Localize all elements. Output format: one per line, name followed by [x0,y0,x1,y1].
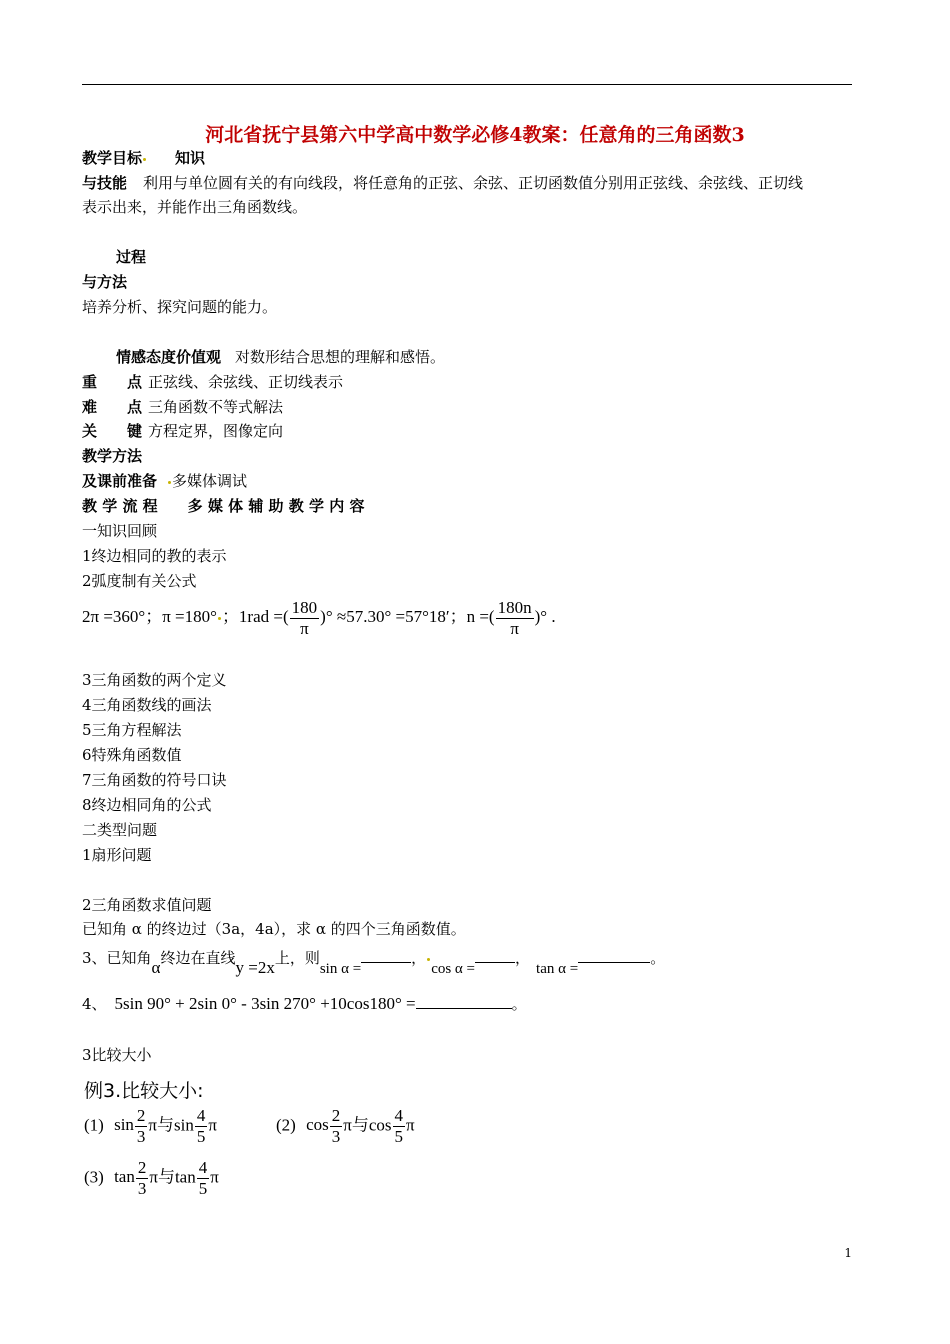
func-name: cos [306,1115,329,1135]
q3-alpha: α [151,958,161,977]
keypoint-row [82,372,343,392]
q3-tan: tan α = [536,961,579,977]
review-item: 7三角函数的符号口诀 [82,771,227,789]
formula-part: 2π =360°；π =180° [82,607,217,626]
review-item: 3三角函数的两个定义 [82,671,227,689]
compare-with: π与 [149,1167,175,1187]
type-item: 1扇形问题 [82,846,152,864]
question-3 [82,944,666,977]
prep-label: 及课前准备 [82,472,158,490]
flow-label: 教 学 流 程 [82,497,158,515]
mark-dot [218,617,221,620]
compare-with: π与 [343,1115,369,1135]
fraction-denominator: 3 [331,1127,341,1146]
fraction-denominator: 3 [137,1179,147,1198]
q3-comma: ， [411,949,427,967]
q3-sin: sin α = [319,961,362,977]
review-item: 4三角函数线的画法 [82,696,212,714]
pi-symbol: π [210,1167,219,1187]
q4-end: 。 [511,995,527,1013]
pi-symbol: π [406,1115,415,1135]
q3-end: 。 [650,949,666,967]
fraction-denominator: π [510,618,519,638]
review-item: 2弧度制有关公式 [82,572,197,590]
method-text: 培养分析、探究问题的能力。 [82,298,278,316]
func-name: tan [114,1167,135,1187]
keypoint-label: 难 点 [82,398,143,416]
fraction-numerator: 2 [137,1158,147,1177]
fraction-numerator: 4 [196,1106,206,1125]
flow-line [82,496,364,516]
q3-mid: 终边在直线 [160,949,236,967]
fraction-numerator: 4 [394,1106,404,1125]
type-item: 2三角函数求值问题 [82,896,212,914]
fraction [136,1158,149,1199]
flow-content: 多 媒 体 辅 助 教 学 内 容 [187,497,365,515]
type-item: 3比较大小 [82,1046,152,1064]
answer-blank [578,962,650,963]
pi-symbol: π [208,1115,217,1135]
skill-text-2: 表示出来，并能作出三角函数线。 [82,198,308,216]
fraction-denominator: 5 [198,1179,208,1198]
item-number: (2) [276,1115,296,1135]
keypoint-text: 正弦线、余弦线、正切线表示 [148,373,344,391]
fraction [393,1106,406,1147]
radian-formula [82,596,556,639]
q3-prefix: 3、已知角 [82,949,152,967]
func-name: sin [174,1115,194,1135]
keypoint-text: 方程定界，图像定向 [148,422,284,440]
skill-line [82,173,803,193]
func-name: cos [368,1115,392,1135]
q3-comma: ， [515,949,531,967]
item-number: (1) [84,1115,104,1135]
answer-blank [361,962,411,963]
mark-dot [427,958,430,961]
keypoint-row [82,421,283,441]
process-label: 过程 [116,248,147,266]
emotion-text: 对数形结合思想的理解和感悟。 [235,348,446,366]
fraction-denominator: 3 [136,1127,146,1146]
keypoint-row [82,397,283,417]
formula-part: ；1rad =( [221,607,289,626]
review-item: 5三角方程解法 [82,721,182,739]
fraction-numerator: 2 [136,1106,146,1125]
fraction-numerator: 4 [198,1158,208,1177]
review-heading: 一知识回顾 [82,522,158,540]
compare-item [84,1106,217,1147]
func-name: tan [174,1167,196,1187]
prep-line [82,471,247,491]
fraction [197,1158,210,1199]
formula-part: )° . [534,607,556,626]
fraction [195,1106,208,1147]
compare-item [276,1106,415,1147]
skill-text: 利用与单位圆有关的有向线段，将任意角的正弦、余弦、正切函数值分别用正弦线、余弦线、正切线 [143,174,804,192]
goals-label: 教学目标 [82,149,143,167]
fraction [290,598,320,639]
q3-cos: cos α = [431,961,476,977]
emotion-line [116,347,445,367]
review-item: 6特殊角函数值 [82,746,182,764]
keypoint-label: 重 点 [82,373,143,391]
fraction-numerator: 2 [331,1106,341,1125]
answer-blank [416,1008,512,1009]
review-item: 8终边相同角的公式 [82,796,212,814]
fraction [135,1106,148,1147]
item-number: (3) [84,1167,104,1187]
types-heading: 二类型问题 [82,821,158,839]
teaching-method-label: 教学方法 [82,447,143,465]
method-label: 与方法 [82,273,128,291]
formula-part: )° ≈57.30° =57°18′；n =( [320,607,495,626]
q3-line: y =2x [235,958,275,977]
example-title: 例3.比较大小: [84,1080,204,1102]
goals-label-line [82,148,205,168]
keypoint-text: 三角函数不等式解法 [148,398,284,416]
review-item: 1终边相同的教的表示 [82,547,227,565]
skill-label: 与技能 [82,174,128,192]
question-4 [82,992,527,1016]
fraction-denominator: 5 [394,1127,404,1146]
fraction-numerator: 180n [497,597,532,617]
fraction-denominator: π [300,618,309,638]
q3-after: 上，则 [274,949,320,967]
fraction-numerator: 180 [291,597,318,617]
mark-dot [143,158,146,161]
emotion-label: 情感态度价值观 [116,348,222,366]
compare-item [84,1158,219,1199]
page-title: 河北省抚宁县第六中学高中数学必修4教案：任意角的三角函数3 [205,124,745,146]
keypoint-label: 关 键 [82,422,143,440]
prep-text: 多媒体调试 [172,472,248,490]
q4-prefix: 4、 [82,995,107,1013]
fraction-denominator: 5 [196,1127,206,1146]
compare-with: π与 [148,1115,175,1135]
type-text: 已知角 α 的终边过（3a，4a），求 α 的四个三角函数值。 [82,920,466,938]
page-number: 1 [844,1246,852,1260]
answer-blank [475,962,515,963]
fraction [330,1106,343,1147]
fraction [496,598,534,639]
header-rule [82,84,852,85]
knowledge-label: 知识 [175,149,206,167]
mark-dot [168,481,171,484]
func-name: sin [114,1115,134,1135]
q4-expr: 5sin 90° + 2sin 0° - 3sin 270° +10cos180° = [114,994,416,1013]
